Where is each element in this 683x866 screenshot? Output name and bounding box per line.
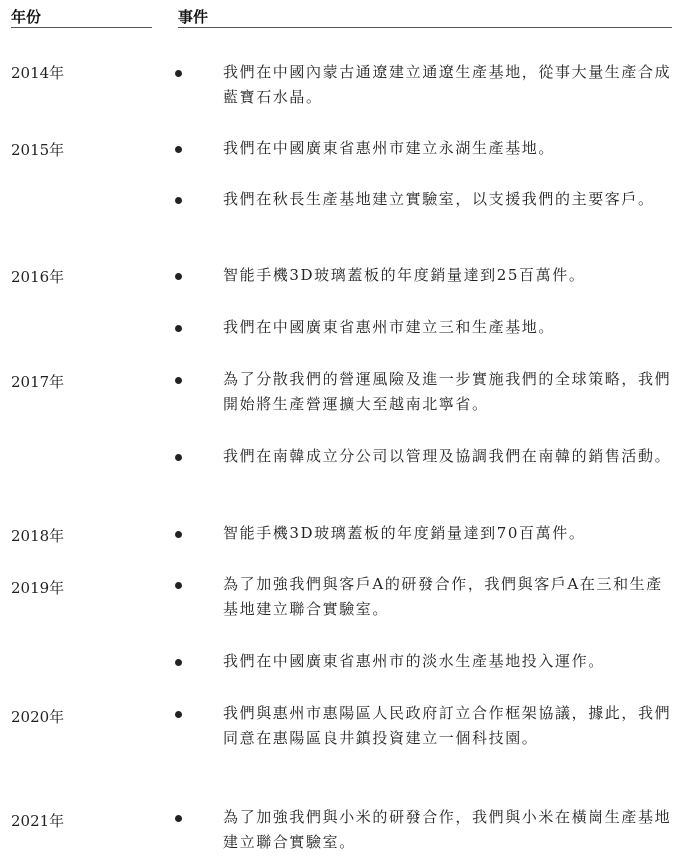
bullet-icon <box>175 377 182 384</box>
year-label: 2020年 <box>11 708 65 726</box>
year-label: 2017年 <box>11 373 65 391</box>
bullet-icon <box>175 146 182 153</box>
year-label: 2018年 <box>11 527 65 545</box>
bullet-icon <box>175 197 182 204</box>
bullet-icon <box>175 659 182 666</box>
event-text: 我們與惠州市惠陽區人民政府訂立合作框架協議，據此，我們同意在惠陽區良井鎮投資建立一個科技園。 <box>223 704 672 747</box>
year-label: 2019年 <box>11 579 65 597</box>
year-label: 2014年 <box>11 64 65 82</box>
year-label: 2015年 <box>11 141 65 159</box>
column-header-event: 事件 <box>178 8 209 26</box>
event-text: 智能手機3D玻璃蓋板的年度銷量達到70百萬件。 <box>223 524 586 542</box>
bullet-icon <box>175 531 182 538</box>
event-text: 為了分散我們的營運風險及進一步實施我們的全球策略，我們開始將生產營運擴大至越南北寧省。 <box>223 370 672 413</box>
bullet-icon <box>175 582 182 589</box>
year-label: 2021年 <box>11 812 65 830</box>
event-text: 我們在中國廣東省惠州市建立永湖生產基地。 <box>223 139 556 157</box>
bullet-icon <box>175 273 182 280</box>
bullet-icon <box>175 815 182 822</box>
event-text: 我們在秋長生產基地建立實驗室，以支援我們的主要客戶。 <box>223 190 655 208</box>
header-rule-year <box>11 27 152 28</box>
bullet-icon <box>175 711 182 718</box>
event-text: 為了加強我們與客戶A的研發合作，我們與客戶A在三和生產基地建立聯合實驗室。 <box>223 575 663 618</box>
event-text: 我們在中國內蒙古通遼建立通遼生產基地，從事大量生產合成藍寶石水晶。 <box>223 63 672 106</box>
event-text: 我們在中國廣東省惠州市建立三和生產基地。 <box>223 318 556 336</box>
event-text: 智能手機3D玻璃蓋板的年度銷量達到25百萬件。 <box>223 266 586 284</box>
year-label: 2016年 <box>11 268 65 286</box>
event-text: 我們在中國廣東省惠州市的淡水生產基地投入運作。 <box>223 652 605 670</box>
event-text: 我們在南韓成立分公司以管理及協調我們在南韓的銷售活動。 <box>223 447 672 465</box>
event-text: 為了加強我們與小米的研發合作，我們與小米在橫崗生產基地建立聯合實驗室。 <box>223 808 672 851</box>
bullet-icon <box>175 70 182 77</box>
header-rule-event <box>178 27 672 28</box>
column-header-year: 年份 <box>11 8 42 26</box>
bullet-icon <box>175 454 182 461</box>
bullet-icon <box>175 325 182 332</box>
